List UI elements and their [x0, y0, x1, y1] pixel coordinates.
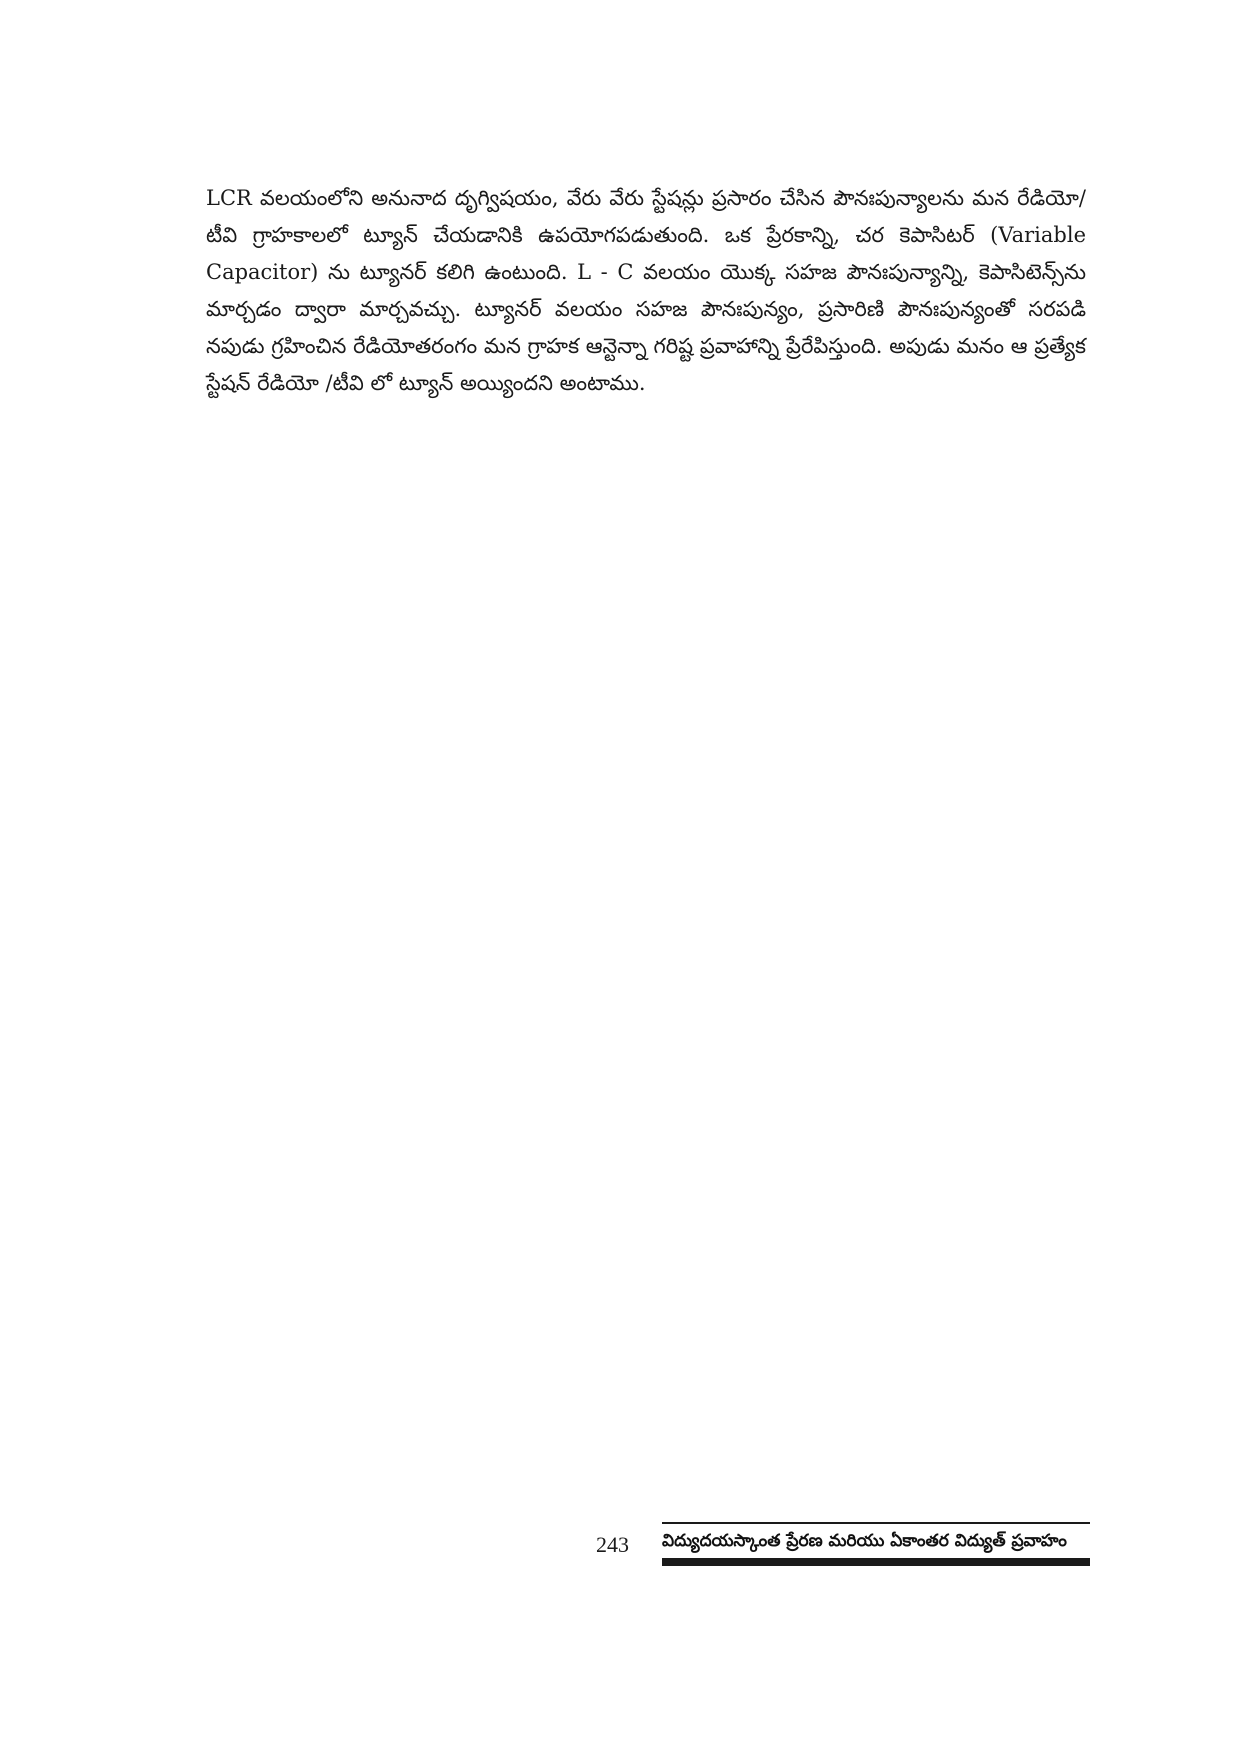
page-number: 243	[596, 1532, 629, 1557]
body-paragraph: LCR వలయంలోని అనునాద దృగ్విషయం, వేరు వేరు స్టేషన్లు ప్రసారం చేసిన పౌనఃపున్యాలను మన రేడియో/ టీవి గ్రాహకాలలో ట్యూన్ చేయడానికి ఉపయోగపడుతుంది. ఒక ప్రేరకాన్ని, చర కెపాసిటర్ (Variable Capacitor) ను ట్యూనర్ కలిగి ఉంటుంది. L - C వలయం యొక్క సహజ పౌనఃపున్యాన్ని, కెపాసిటెన్స్‌ను మార్చడం ద్వారా మార్చవచ్చు. ట్యూనర్ వలయం సహజ పౌనఃపున్యం, ప్రసారిణి పౌనఃపున్యంతో సరపడి నపుడు గ్రహించిన రేడియోతరంగం మన గ్రాహక ఆన్టెన్నా గరిష్ట ప్రవాహాన్ని ప్రేరేపిస్తుంది. అపుడు మనం ఆ ప్రత్యేక స్టేషన్ రేడియో /టీవి లో ట్యూన్ అయ్యిందని అంటాము.	[206, 186, 1086, 395]
running-head	[662, 1522, 1090, 1568]
page-footer	[596, 1522, 1090, 1568]
running-head-title: విద్యుదయస్కాంత ప్రేరణ మరియు ఏకాంతర విద్యుత్ ప్రవాహం	[662, 1531, 1067, 1551]
running-head-bottom-rule	[662, 1558, 1090, 1566]
running-head-top-rule	[662, 1522, 1090, 1524]
